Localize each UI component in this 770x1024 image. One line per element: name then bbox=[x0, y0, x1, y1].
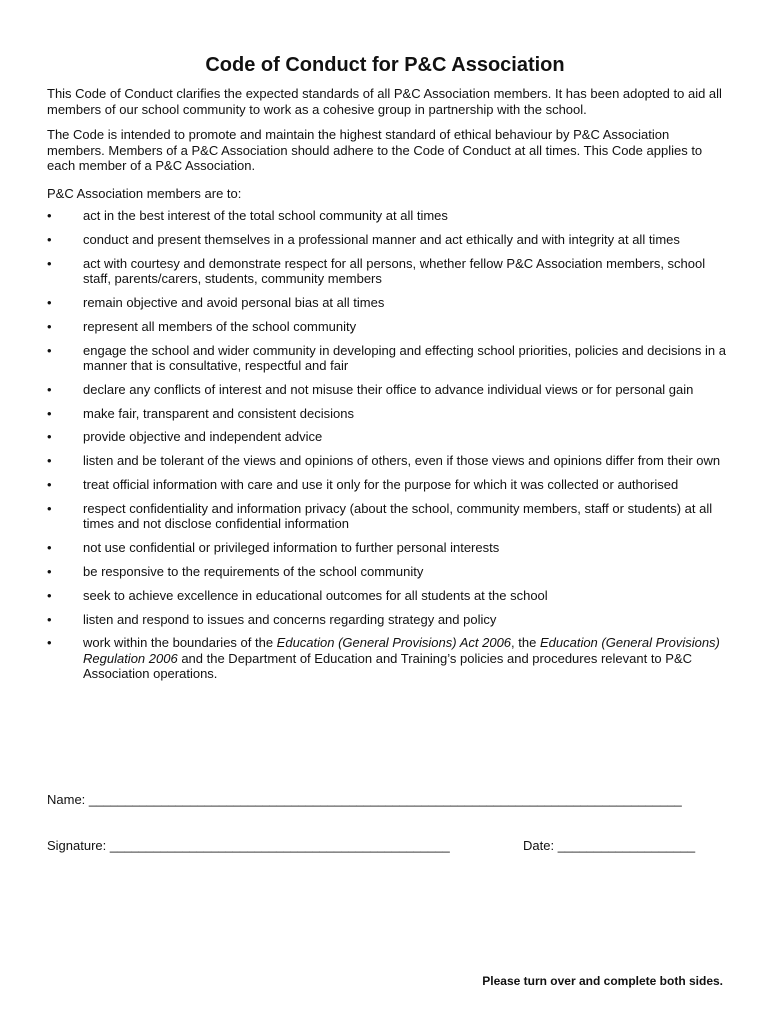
bullet-icon: • bbox=[47, 318, 52, 334]
list-item bbox=[47, 588, 727, 604]
bullet-text: listen and be tolerant of the views and opinions of others, even if those views and opinions differ from their own bbox=[83, 453, 721, 469]
date-label: Date: bbox=[523, 838, 555, 853]
bullet-text: represent all members of the school community bbox=[83, 318, 357, 334]
bullet-text: make fair, transparent and consistent decisions bbox=[83, 405, 354, 421]
footer-note: Please turn over and complete both sides. bbox=[482, 974, 723, 988]
bullet-text: conduct and present themselves in a professional manner and act ethically and with integrity at all times bbox=[83, 231, 680, 247]
bullet-text: act in the best interest of the total school community at all times bbox=[83, 208, 448, 223]
bullet-text: engage the school and wider community in developing and effecting school priorities, policies and decisions in a manner that is consultative, respectful and fair bbox=[83, 342, 726, 374]
list-item bbox=[47, 256, 727, 287]
bullet-icon: • bbox=[47, 405, 52, 421]
bullet-icon: • bbox=[47, 342, 52, 358]
bullet-text: declare any conflicts of interest and not misuse their office to advance individual views or for personal gain bbox=[83, 381, 694, 397]
list-item bbox=[47, 540, 727, 556]
date-blank-line[interactable]: ___________________ bbox=[557, 838, 696, 853]
bullet-text: be responsive to the requirements of the school community bbox=[83, 563, 424, 579]
page-title: Code of Conduct for P&C Association bbox=[205, 54, 565, 76]
bullet-text: act with courtesy and demonstrate respect for all persons, whether fellow P&C Association members, school staff, parents/carers, students, community members bbox=[83, 255, 706, 287]
date-field-row[interactable] bbox=[523, 838, 695, 854]
name-field-row[interactable] bbox=[47, 792, 682, 808]
list-item bbox=[47, 635, 727, 682]
bullet-icon: • bbox=[47, 208, 52, 223]
conduct-bullet-list bbox=[47, 208, 727, 690]
bullet-text: listen and respond to issues and concerns regarding strategy and policy bbox=[83, 611, 497, 627]
list-item bbox=[47, 295, 727, 311]
signature-label: Signature: bbox=[47, 838, 107, 853]
bullet-icon: • bbox=[47, 540, 52, 556]
bullet-text: seek to achieve excellence in educational outcomes for all students at the school bbox=[83, 587, 548, 603]
list-item bbox=[47, 477, 727, 493]
signature-blank-line[interactable]: _______________________________________________ bbox=[109, 838, 450, 853]
bullet-icon: • bbox=[47, 635, 52, 651]
intro-paragraph-2: The Code is intended to promote and maintain the highest standard of ethical behaviour by P&C Association members. Members of a P&C Association should adhere to the Code of Conduct at all times. This Code applies to each member of a P&C Association. bbox=[47, 127, 703, 174]
list-item bbox=[47, 501, 727, 532]
signature-field-row[interactable] bbox=[47, 838, 450, 854]
list-item bbox=[47, 453, 727, 469]
bullet-icon: • bbox=[47, 255, 52, 271]
bullet-text: respect confidentiality and information privacy (about the school, community members, staff or students) at all times and not disclose confidential information bbox=[83, 500, 713, 532]
bullet-text-last: work within the boundaries of the Education (General Provisions) Act 2006, the Education (General Provisions) Regulation 2006 and the Department of Education and Training’s policies and procedures relevant to P&C Association operations. bbox=[83, 635, 720, 682]
list-item bbox=[47, 232, 727, 248]
list-intro: P&C Association members are to: bbox=[47, 186, 242, 201]
list-item bbox=[47, 564, 727, 580]
bullet-icon: • bbox=[47, 429, 52, 445]
bullet-icon: • bbox=[47, 500, 52, 516]
bullet-icon: • bbox=[47, 477, 52, 492]
bullet-icon: • bbox=[47, 611, 52, 627]
list-item bbox=[47, 406, 727, 422]
bullet-text: provide objective and independent advice bbox=[83, 429, 323, 445]
bullet-text: treat official information with care and use it only for the purpose for which it was collected or authorised bbox=[83, 477, 679, 492]
list-item bbox=[47, 382, 727, 398]
name-blank-line[interactable]: __________________________________________________________________________________ bbox=[88, 792, 682, 807]
bullet-icon: • bbox=[47, 453, 52, 469]
bullet-icon: • bbox=[47, 563, 52, 579]
bullet-icon: • bbox=[47, 381, 52, 397]
bullet-icon: • bbox=[47, 231, 52, 247]
name-label: Name: bbox=[47, 792, 86, 807]
list-item bbox=[47, 319, 727, 335]
bullet-text: remain objective and avoid personal bias at all times bbox=[83, 294, 385, 310]
list-item bbox=[47, 343, 727, 374]
list-item bbox=[47, 429, 727, 445]
list-item bbox=[47, 612, 727, 628]
bullet-icon: • bbox=[47, 294, 52, 310]
intro-paragraph-1: This Code of Conduct clarifies the expected standards of all P&C Association members. It has been adopted to aid all members of our school community to work as a cohesive group in partnership with the school. bbox=[47, 86, 722, 117]
list-item bbox=[47, 208, 727, 224]
bullet-text: not use confidential or privileged information to further personal interests bbox=[83, 540, 500, 556]
bullet-icon: • bbox=[47, 587, 52, 603]
